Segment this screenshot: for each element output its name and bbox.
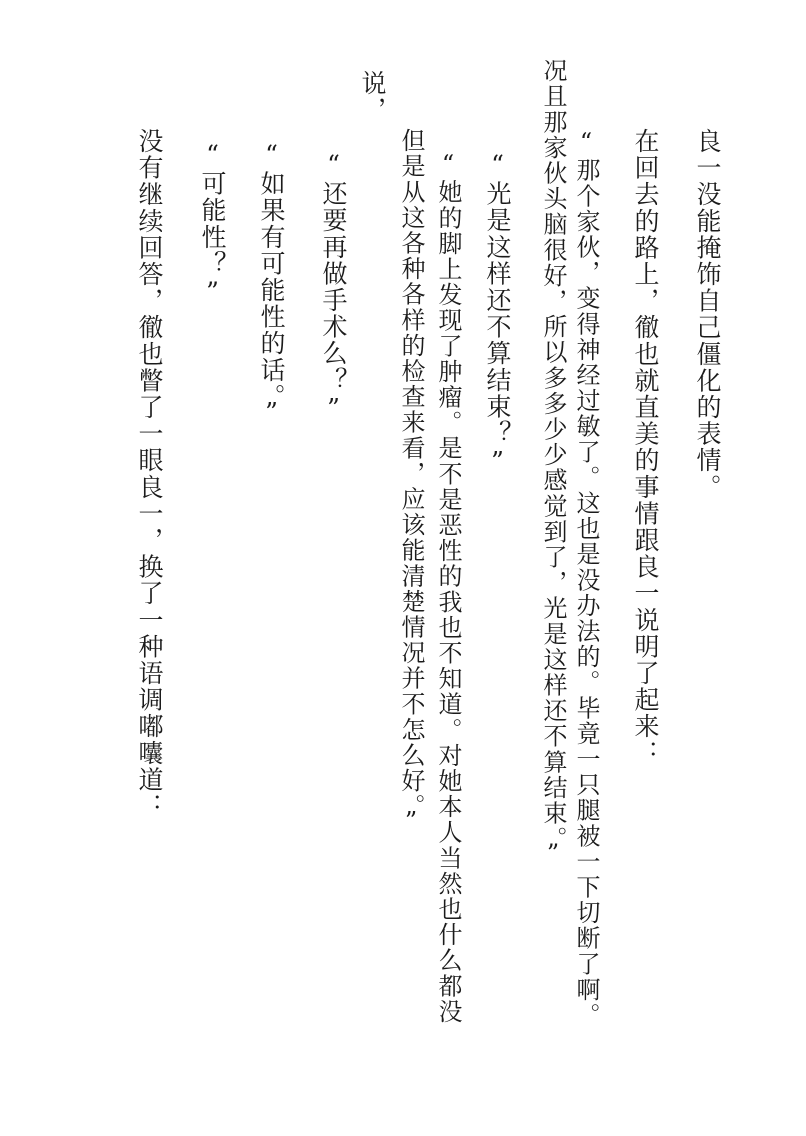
text-column-4: 况且那家伙头脑很好，所以多多少少感觉到了，光是这样还不算结束。”: [539, 58, 567, 870]
text-column-11: “可能性？”: [198, 140, 227, 308]
text-column-9: “还要再做手术么？”: [319, 150, 348, 424]
text-column-1: 良一没能掩饰自己僵化的表情。: [693, 128, 722, 501]
text-column-12: 没有继续回答，徹也瞥了一眼良一，换了一种语调嘟囔道：: [135, 128, 164, 820]
text-column-3: “那个家伙，变得神经过敏了。这也是没办法的。毕竟一只腿被一下切断了啊。: [572, 128, 600, 1028]
text-column-8: 但是从这各种各样的检查来看，应该能清楚情况并不怎么好。”: [397, 128, 425, 837]
text-column-2: 在回去的路上，徹也就直美的事情跟良一说明了起来：: [631, 128, 660, 767]
text-column-5: “光是这样还不算结束？”: [483, 150, 512, 478]
text-column-10: “如果有可能性的话。”: [257, 140, 286, 429]
text-column-7: 说，: [358, 70, 387, 124]
text-column-6: “她的脚上发现了肿瘤。是不是恶性的我也不知道。对她本人当然也什么都没: [434, 150, 462, 1025]
